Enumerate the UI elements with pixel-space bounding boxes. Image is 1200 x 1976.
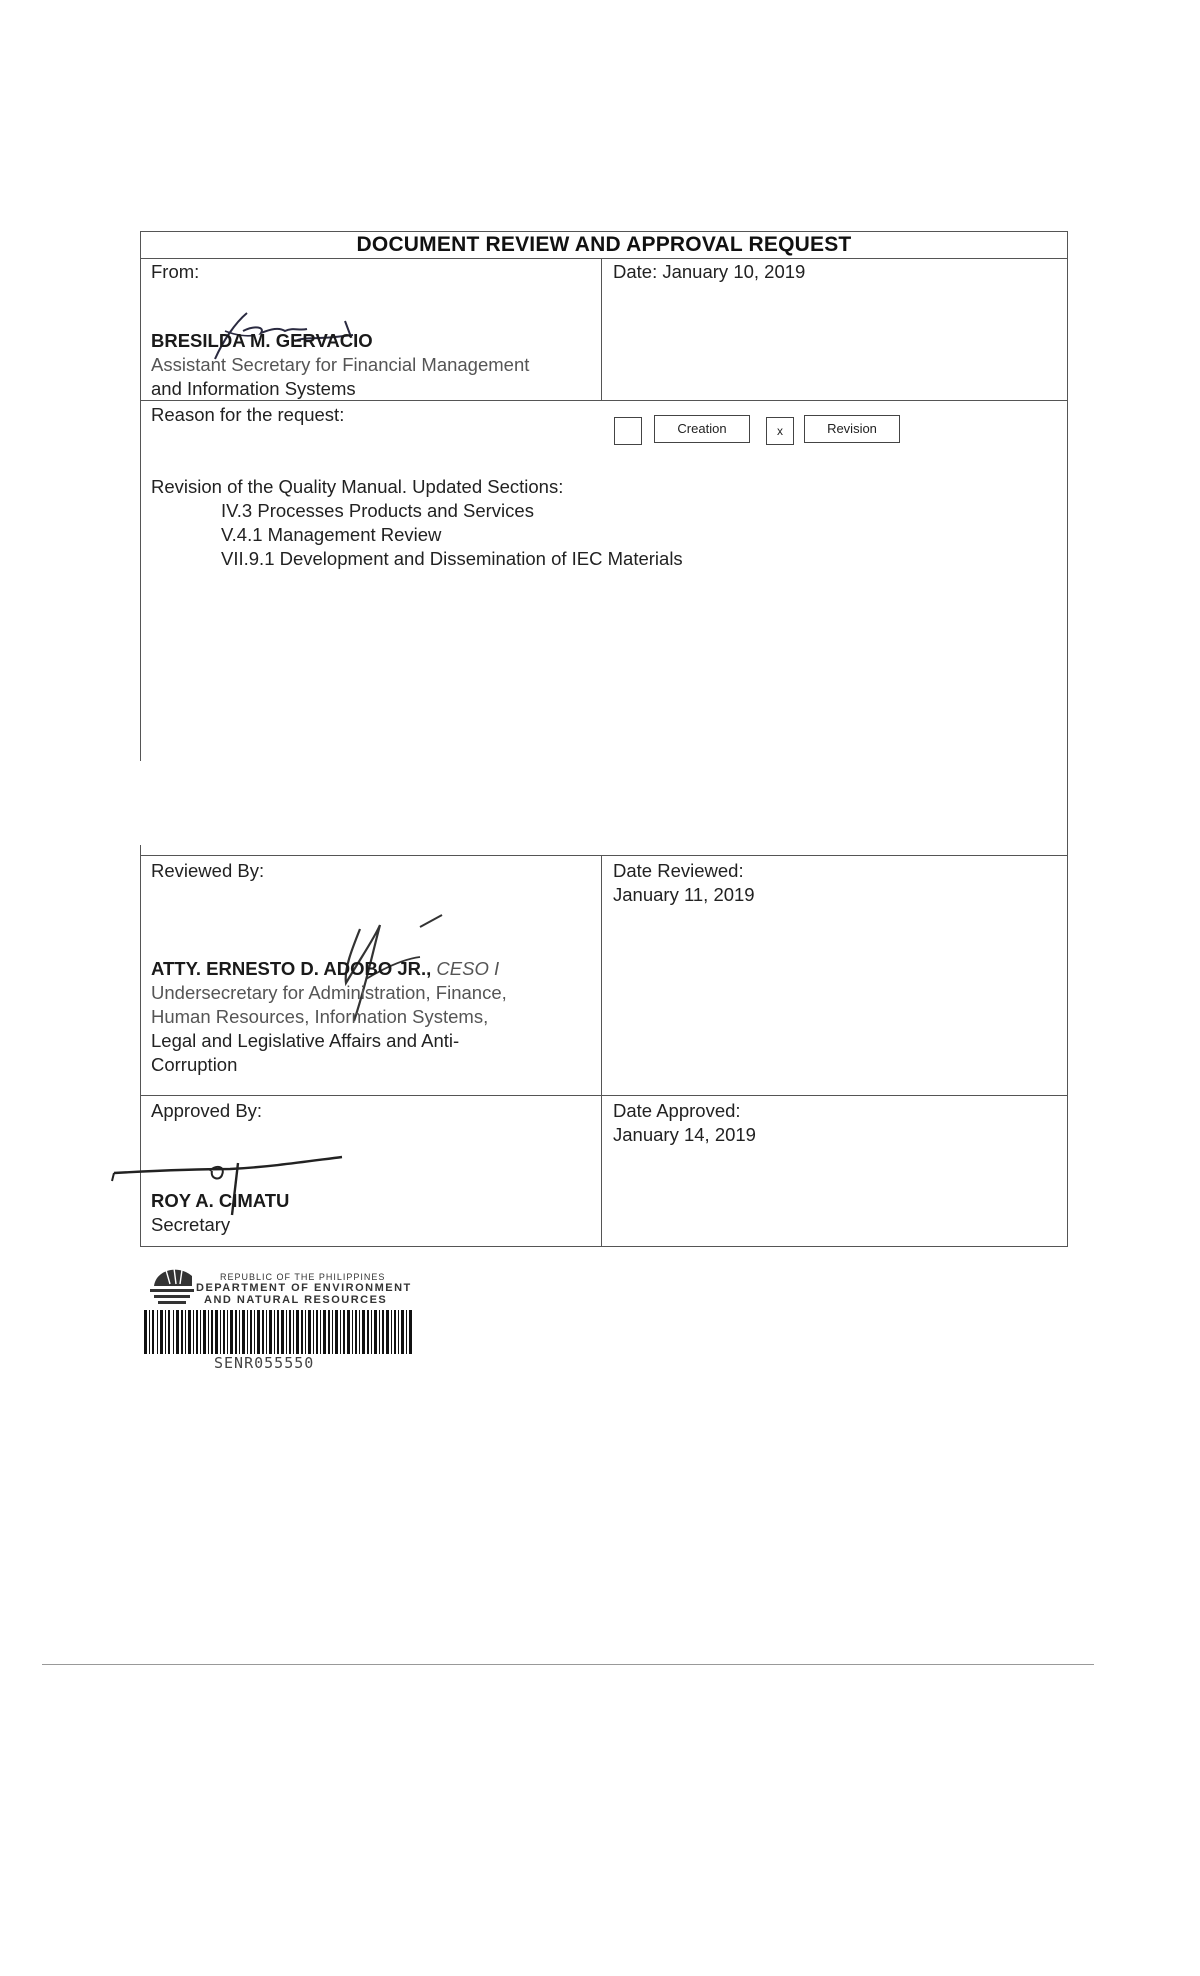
title-bottom-border	[140, 258, 1068, 259]
revision-option-label: Revision	[804, 415, 900, 443]
form-right-border	[1067, 231, 1068, 1247]
stamp-line-3: AND NATURAL RESOURCES	[204, 1294, 388, 1306]
revision-checkbox[interactable]: x	[766, 417, 794, 445]
updated-section-item: VII.9.1 Development and Dissemination of IEC Materials	[221, 548, 683, 569]
creation-option-label: Creation	[654, 415, 750, 443]
reviewer-title-line: Human Resources, Information Systems,	[151, 1006, 489, 1027]
sender-name: BRESILDA M. GERVACIO	[151, 330, 373, 351]
reason-label: Reason for the request:	[151, 404, 345, 425]
from-label: From:	[151, 261, 200, 282]
sender-title-line1: Assistant Secretary for Financial Management	[151, 354, 530, 375]
date-approved-label: Date Approved:	[613, 1100, 741, 1121]
reason-text: Revision of the Quality Manual. Updated Sections:	[151, 476, 564, 497]
updated-section-item: V.4.1 Management Review	[221, 524, 442, 545]
creation-checkbox[interactable]	[614, 417, 642, 445]
stamp-line-1: REPUBLIC OF THE PHILIPPINES	[220, 1272, 386, 1282]
date-approved-value: January 14, 2019	[613, 1124, 756, 1145]
form-title: DOCUMENT REVIEW AND APPROVAL REQUEST	[356, 233, 852, 256]
reason-row-bottom-border	[140, 855, 1068, 856]
reviewer-title-line: Undersecretary for Administration, Finance,	[151, 982, 507, 1003]
page-footer-line	[42, 1664, 1094, 1665]
approver-title: Secretary	[151, 1214, 231, 1235]
reviewer-suffix: CESO I	[436, 958, 500, 979]
form-bottom-border	[140, 1246, 1068, 1247]
date-requested: Date: January 10, 2019	[613, 261, 806, 282]
approval-form	[140, 231, 1068, 1247]
updated-section-item: IV.3 Processes Products and Services	[221, 500, 534, 521]
barcode-icon	[140, 1310, 416, 1354]
stamp-line-2: DEPARTMENT OF ENVIRONMENT	[196, 1282, 412, 1294]
date-reviewed-label: Date Reviewed:	[613, 860, 744, 881]
denr-logo-icon	[148, 1262, 198, 1306]
reviewer-name	[151, 957, 499, 981]
review-row-bottom-border	[140, 1095, 1068, 1096]
approved-by-label: Approved By:	[151, 1100, 263, 1121]
reviewer-name-text: ATTY. ERNESTO D. ADOBO JR.,	[151, 958, 432, 979]
review-column-divider	[601, 855, 602, 1247]
from-column-divider	[601, 258, 602, 401]
denr-barcode-stamp	[140, 1252, 420, 1376]
barcode-number: SENR055550	[214, 1354, 315, 1372]
reviewed-by-label: Reviewed By:	[151, 860, 265, 881]
form-left-border-upper	[140, 231, 141, 761]
sender-title-line2: and Information Systems	[151, 378, 356, 399]
approver-name: ROY A. CIMATU	[151, 1190, 290, 1211]
reviewer-title-line: Corruption	[151, 1054, 238, 1075]
reviewer-title-line: Legal and Legislative Affairs and Anti-	[151, 1030, 460, 1051]
date-reviewed-value: January 11, 2019	[613, 884, 755, 905]
